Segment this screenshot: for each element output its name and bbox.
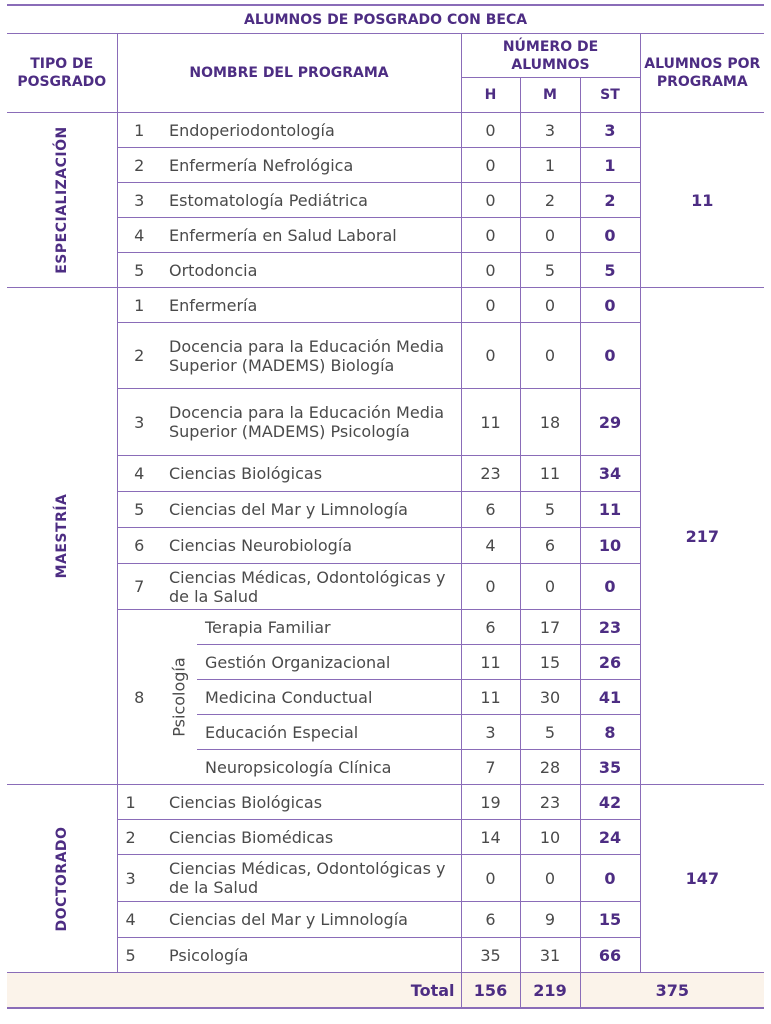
cell-h: 3 <box>461 715 520 750</box>
cell-m: 11 <box>520 456 580 492</box>
scholarship-table <box>7 4 764 1009</box>
cell-h: 7 <box>461 750 520 785</box>
cell-h: 14 <box>461 820 520 855</box>
cell-m: 0 <box>520 288 580 323</box>
program-name: Enfermería en Salud Laboral <box>161 218 461 253</box>
cell-st: 11 <box>580 492 640 528</box>
cell-m: 1 <box>520 148 580 183</box>
cell-m: 30 <box>520 680 580 715</box>
row-number: 2 <box>117 148 161 183</box>
cell-m: 6 <box>520 528 580 564</box>
row-number: 1 <box>117 785 161 820</box>
cell-h: 6 <box>461 610 520 645</box>
row-number: 1 <box>117 288 161 323</box>
total-h: 156 <box>461 973 520 1009</box>
cell-h: 0 <box>461 564 520 610</box>
program-name: Ciencias del Mar y Limnología <box>161 902 461 938</box>
cell-h: 4 <box>461 528 520 564</box>
program-name: Ciencias Biomédicas <box>161 820 461 855</box>
cell-m: 0 <box>520 855 580 902</box>
cell-st: 24 <box>580 820 640 855</box>
cell-st: 23 <box>580 610 640 645</box>
cell-h: 11 <box>461 389 520 456</box>
program-name: Ciencias Neurobiología <box>161 528 461 564</box>
cell-h: 11 <box>461 645 520 680</box>
program-name: Ciencias Médicas, Odontológicas y de la Salud <box>161 855 461 902</box>
cell-m: 10 <box>520 820 580 855</box>
cell-st: 2 <box>580 183 640 218</box>
program-name: Ortodoncia <box>161 253 461 288</box>
table-title: ALUMNOS DE POSGRADO CON BECA <box>7 5 764 34</box>
header-tipo: TIPO DE POSGRADO <box>7 34 117 113</box>
cell-st: 5 <box>580 253 640 288</box>
program-name: Ciencias Médicas, Odontológicas y de la Salud <box>161 564 461 610</box>
program-name: Terapia Familiar <box>197 610 461 645</box>
program-name: Endoperiodontología <box>161 113 461 148</box>
row-number: 2 <box>117 820 161 855</box>
row-number: 5 <box>117 253 161 288</box>
program-total: 147 <box>640 785 764 973</box>
cell-h: 0 <box>461 218 520 253</box>
row-number: 8 <box>117 610 161 785</box>
program-name: Enfermería <box>161 288 461 323</box>
row-number: 2 <box>117 323 161 389</box>
header-m: M <box>520 78 580 113</box>
row-number: 5 <box>117 492 161 528</box>
cell-m: 5 <box>520 253 580 288</box>
table-row <box>7 113 764 148</box>
row-number: 3 <box>117 855 161 902</box>
cell-m: 0 <box>520 564 580 610</box>
cell-st: 15 <box>580 902 640 938</box>
cell-st: 10 <box>580 528 640 564</box>
total-m: 219 <box>520 973 580 1009</box>
cell-m: 3 <box>520 113 580 148</box>
cell-st: 0 <box>580 323 640 389</box>
cell-st: 0 <box>580 288 640 323</box>
program-name: Estomatología Pediátrica <box>161 183 461 218</box>
cell-h: 0 <box>461 323 520 389</box>
cell-m: 31 <box>520 938 580 973</box>
group-label: ESPECIALIZACIÓN <box>53 126 70 274</box>
program-name: Medicina Conductual <box>197 680 461 715</box>
cell-st: 42 <box>580 785 640 820</box>
cell-h: 6 <box>461 492 520 528</box>
cell-h: 19 <box>461 785 520 820</box>
cell-h: 0 <box>461 148 520 183</box>
cell-m: 0 <box>520 218 580 253</box>
program-total: 11 <box>640 113 764 288</box>
cell-st: 34 <box>580 456 640 492</box>
table-row <box>7 785 764 820</box>
total-row <box>7 973 764 1009</box>
row-number: 7 <box>117 564 161 610</box>
cell-st: 26 <box>580 645 640 680</box>
program-name: Ciencias del Mar y Limnología <box>161 492 461 528</box>
cell-m: 17 <box>520 610 580 645</box>
program-name: Psicología <box>161 938 461 973</box>
cell-h: 23 <box>461 456 520 492</box>
program-name: Docencia para la Educación Media Superior (MADEMS) Biología <box>161 323 461 389</box>
cell-st: 1 <box>580 148 640 183</box>
row-number: 4 <box>117 456 161 492</box>
cell-h: 6 <box>461 902 520 938</box>
cell-st: 41 <box>580 680 640 715</box>
cell-st: 0 <box>580 855 640 902</box>
cell-st: 66 <box>580 938 640 973</box>
total-label: Total <box>7 973 461 1009</box>
header-h: H <box>461 78 520 113</box>
cell-h: 11 <box>461 680 520 715</box>
header-numero: NÚMERO DE ALUMNOS <box>461 34 640 78</box>
group-maestria <box>7 288 117 785</box>
row-number: 4 <box>117 902 161 938</box>
program-total: 217 <box>640 288 764 785</box>
header-nombre: NOMBRE DEL PROGRAMA <box>117 34 461 113</box>
cell-st: 29 <box>580 389 640 456</box>
cell-m: 5 <box>520 492 580 528</box>
row-number: 6 <box>117 528 161 564</box>
cell-st: 0 <box>580 564 640 610</box>
row-number: 5 <box>117 938 161 973</box>
cell-h: 0 <box>461 855 520 902</box>
row-number: 3 <box>117 183 161 218</box>
program-name: Docencia para la Educación Media Superior (MADEMS) Psicología <box>161 389 461 456</box>
cell-h: 0 <box>461 288 520 323</box>
program-name: Neuropsicología Clínica <box>197 750 461 785</box>
row-number: 3 <box>117 389 161 456</box>
cell-h: 0 <box>461 113 520 148</box>
cell-m: 2 <box>520 183 580 218</box>
table-row <box>7 288 764 323</box>
psicologia-label: Psicología <box>169 657 189 737</box>
header-st: ST <box>580 78 640 113</box>
cell-m: 18 <box>520 389 580 456</box>
cell-m: 0 <box>520 323 580 389</box>
row-number: 4 <box>117 218 161 253</box>
cell-st: 3 <box>580 113 640 148</box>
cell-m: 15 <box>520 645 580 680</box>
program-name: Educación Especial <box>197 715 461 750</box>
row-number: 1 <box>117 113 161 148</box>
cell-m: 23 <box>520 785 580 820</box>
program-name: Ciencias Biológicas <box>161 456 461 492</box>
header-por-programa: ALUMNOS POR PROGRAMA <box>640 34 764 113</box>
cell-h: 35 <box>461 938 520 973</box>
cell-m: 5 <box>520 715 580 750</box>
cell-st: 0 <box>580 218 640 253</box>
cell-m: 9 <box>520 902 580 938</box>
group-label: DOCTORADO <box>53 826 70 931</box>
cell-st: 8 <box>580 715 640 750</box>
cell-m: 28 <box>520 750 580 785</box>
total-grand: 375 <box>580 973 764 1009</box>
group-label: MAESTRÍA <box>53 493 70 579</box>
program-name: Enfermería Nefrológica <box>161 148 461 183</box>
program-name: Gestión Organizacional <box>197 645 461 680</box>
group-doctorado <box>7 785 117 973</box>
psicologia-group <box>161 610 197 785</box>
program-name: Ciencias Biológicas <box>161 785 461 820</box>
cell-h: 0 <box>461 183 520 218</box>
group-especializacion <box>7 113 117 288</box>
cell-h: 0 <box>461 253 520 288</box>
cell-st: 35 <box>580 750 640 785</box>
